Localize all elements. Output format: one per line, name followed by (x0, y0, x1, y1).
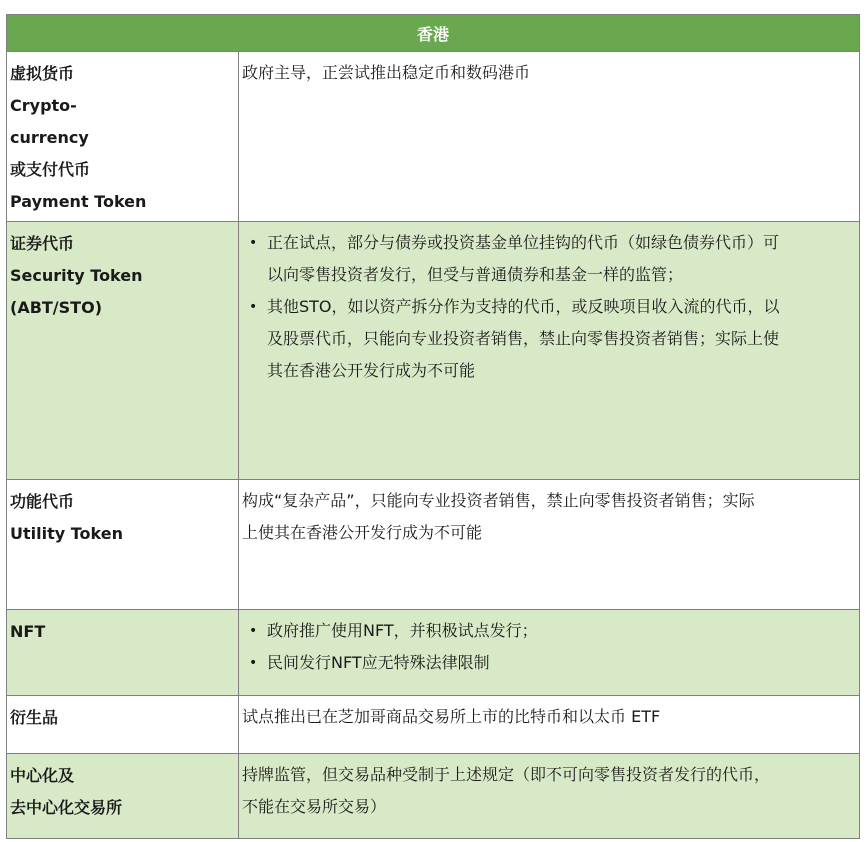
row-description (239, 754, 859, 838)
list-item (242, 227, 853, 291)
row-label (7, 480, 239, 609)
label-line: Utility Token (10, 524, 123, 543)
description-line: 试点推出已在芝加哥商品交易所上市的比特币和以太币 ETF (242, 707, 661, 726)
row-label (7, 610, 239, 695)
label-line: 或支付代币 (10, 160, 91, 179)
table-row-utility-token (6, 480, 860, 610)
bullet-icon: • (249, 655, 258, 671)
label-line: 虚拟货币 (10, 64, 75, 83)
regulation-table (6, 14, 860, 839)
bullet-list (242, 615, 853, 679)
row-label (7, 754, 239, 838)
label-line: 中心化及 (10, 766, 75, 785)
bullet-line: 政府推广使用NFT，并积极试点发行； (267, 621, 538, 640)
bullet-line: 其在香港公开发行成为不可能 (267, 361, 476, 380)
label-line: Security Token (10, 266, 143, 285)
bullet-line: 以向零售投资者发行，但受与普通债券和基金一样的监管； (267, 265, 684, 284)
label-line: Crypto- (10, 96, 77, 115)
description-line: 政府主导，正尝试推出稳定币和数码港币 (242, 63, 531, 82)
bullet-icon: • (249, 299, 258, 315)
label-line: 功能代币 (10, 492, 75, 511)
table-row-exchanges (6, 754, 860, 839)
table-row-security-token (6, 222, 860, 480)
label-line: 去中心化交易所 (10, 798, 123, 817)
description-line: 不能在交易所交易） (242, 797, 387, 816)
label-line: (ABT/STO) (10, 298, 102, 317)
table-row-derivatives (6, 696, 860, 754)
bullet-line: 民间发行NFT应无特殊法律限制 (267, 653, 490, 672)
bullet-line: 及股票代币，只能向专业投资者销售，禁止向零售投资者销售；实际上使 (267, 329, 780, 348)
description-line: 持牌监管，但交易品种受制于上述规定（即不可向零售投资者发行的代币， (242, 765, 771, 784)
row-description (239, 480, 859, 609)
label-line: 衍生品 (10, 708, 59, 727)
list-item (242, 291, 853, 387)
bullet-line: 其他STO，如以资产拆分作为支持的代币，或反映项目收入流的代币，以 (267, 297, 780, 316)
table-row-cryptocurrency (6, 52, 860, 222)
list-item (242, 615, 853, 647)
description-line: 上使其在香港公开发行成为不可能 (242, 523, 483, 542)
row-description (239, 222, 859, 479)
label-line: currency (10, 128, 89, 147)
label-line: 证券代币 (10, 234, 75, 253)
table-row-nft (6, 610, 860, 696)
row-label (7, 52, 239, 221)
row-description (239, 696, 859, 753)
row-label (7, 222, 239, 479)
bullet-icon: • (249, 235, 258, 251)
bullet-icon: • (249, 623, 258, 639)
label-line: Payment Token (10, 192, 147, 211)
description-line: 构成“复杂产品”，只能向专业投资者销售，禁止向零售投资者销售；实际 (242, 491, 755, 510)
bullet-list (242, 227, 853, 387)
table-header (6, 14, 860, 52)
row-description (239, 52, 859, 221)
label-line: NFT (10, 622, 46, 641)
header-title: 香港 (416, 24, 449, 44)
bullet-line: 正在试点，部分与债券或投资基金单位挂钩的代币（如绿色债券代币）可 (267, 233, 780, 252)
list-item (242, 647, 853, 679)
row-description (239, 610, 859, 695)
row-label (7, 696, 239, 753)
